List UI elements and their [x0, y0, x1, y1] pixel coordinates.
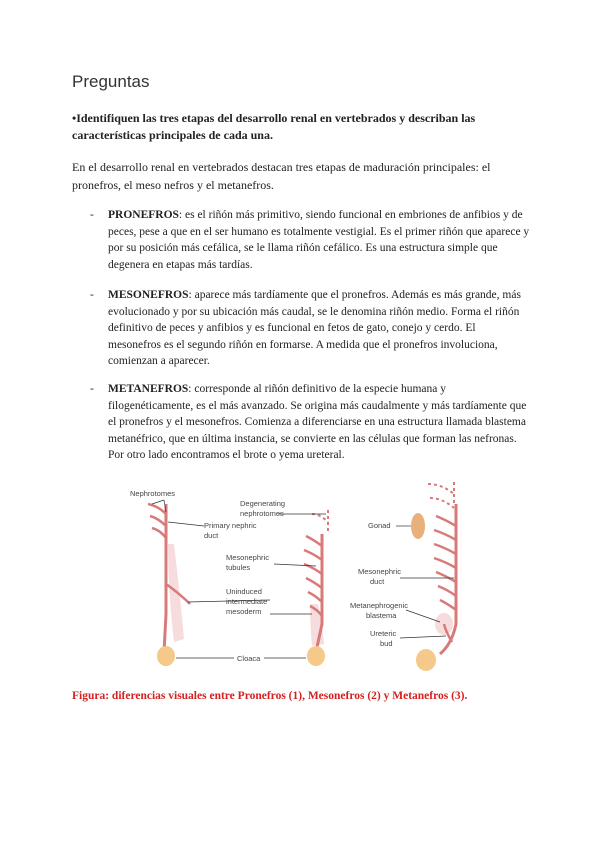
- label-nephrotomes: Nephrotomes: [130, 489, 176, 498]
- list-item-mesonefros: [90, 287, 530, 370]
- term-pronefros: PRONEFROS: [108, 209, 179, 221]
- label-ureteric-1: Ureteric: [370, 629, 397, 638]
- panel-pronephros: [148, 504, 190, 666]
- degenerating-nephrotomes: [312, 510, 328, 534]
- kidney-diagram: [100, 474, 500, 684]
- pointer-lines: [152, 500, 454, 658]
- term-mesonefros: MESONEFROS: [108, 289, 189, 301]
- desc-mesonefros: : aparece más tardíamente que el pronefros. Además es más grande, más evolucionado y por su ubicación más caudal, se le denomina riñón medio. Forma el riñón definitivo de peces y anfibios y es funcional en fetos de gato, conejo y cerdo. El mesonefros es el segundo riñón en formarse. A medida que el pronefros involuciona, comienzan a aparecer.: [108, 289, 521, 367]
- desc-pronefros: : es el riñón más primitivo, siendo funcional en embriones de anfibios y de peces, pese a que en el ser humano es totalmente vestigial. Es el primer riñón que aparece y por su posición más cefálica, se le llama riñón cefálico. Es una estructura simple que degenera en etapas más tardías.: [108, 209, 530, 271]
- mesonephric-tubules: [434, 516, 456, 610]
- panel-metanephros: [411, 482, 456, 671]
- list-item-metanefros: [90, 381, 530, 464]
- figure-caption: Figura: diferencias visuales entre Pronefros (1), Mesonefros (2) y Metanefros (3).: [72, 690, 468, 702]
- label-mesonephric-1: Mesonephric: [226, 553, 269, 562]
- nephrotome: [150, 516, 166, 526]
- label-uninduced-2: intermediate: [226, 597, 268, 606]
- list-dash: -: [90, 209, 94, 221]
- label-meso-duct-1: Mesonephric: [358, 567, 401, 576]
- label-blastema-2: blastema: [366, 611, 397, 620]
- desc-metanefros: : corresponde al riñón definitivo de la especie humana y filogenéticamente, es el más avanzado. Se origina más caudalmente y más tardíamente que el pronefros y el mesonefros. Comienza a diferenciarse en una estructura llamada blastema metanéfrico, que en última instancia, se convierte en las células que forman las nefronas. Por otro lado encontramos el brote o yema ureteral.: [108, 383, 527, 461]
- kidney-development-figure: [100, 474, 500, 684]
- label-blastema-1: Metanephrogenic: [350, 601, 408, 610]
- degenerating-nephrotomes: [428, 482, 454, 508]
- label-mesonephric-2: tubules: [226, 563, 251, 572]
- label-ureteric-2: bud: [380, 639, 393, 648]
- page-title: Preguntas: [72, 72, 150, 91]
- list-item-pronefros: [90, 207, 530, 273]
- label-primary-2: duct: [204, 531, 219, 540]
- nephrotome: [152, 528, 166, 538]
- cloaca-shape: [307, 646, 325, 666]
- nephrotome: [148, 504, 166, 514]
- label-gonad: Gonad: [368, 521, 391, 530]
- label-primary-1: Primary nephric: [204, 521, 257, 530]
- label-uninduced-1: Uninduced: [226, 587, 262, 596]
- list-dash: -: [90, 289, 94, 301]
- label-cloaca: Cloaca: [237, 654, 261, 663]
- label-uninduced-3: mesoderm: [226, 607, 262, 616]
- gonad-shape: [411, 513, 425, 539]
- label-degenerating-1: Degenerating: [240, 499, 286, 508]
- term-metanefros: METANEFROS: [108, 383, 189, 395]
- cloaca-shape: [416, 649, 436, 671]
- label-degenerating-2: nephrotomes: [240, 509, 284, 518]
- panel-mesonephros: [304, 510, 328, 666]
- list-dash: -: [90, 383, 94, 395]
- question-text: •Identifiquen las tres etapas del desarrollo renal en vertebrados y describan las características principales de cada una.: [72, 111, 476, 142]
- cloaca-shape: [157, 646, 175, 666]
- intro-paragraph: En el desarrollo renal en vertebrados destacan tres etapas de maduración principales: el pronefros, el meso nefros y el metanefros.: [72, 160, 491, 192]
- label-meso-duct-2: duct: [370, 577, 385, 586]
